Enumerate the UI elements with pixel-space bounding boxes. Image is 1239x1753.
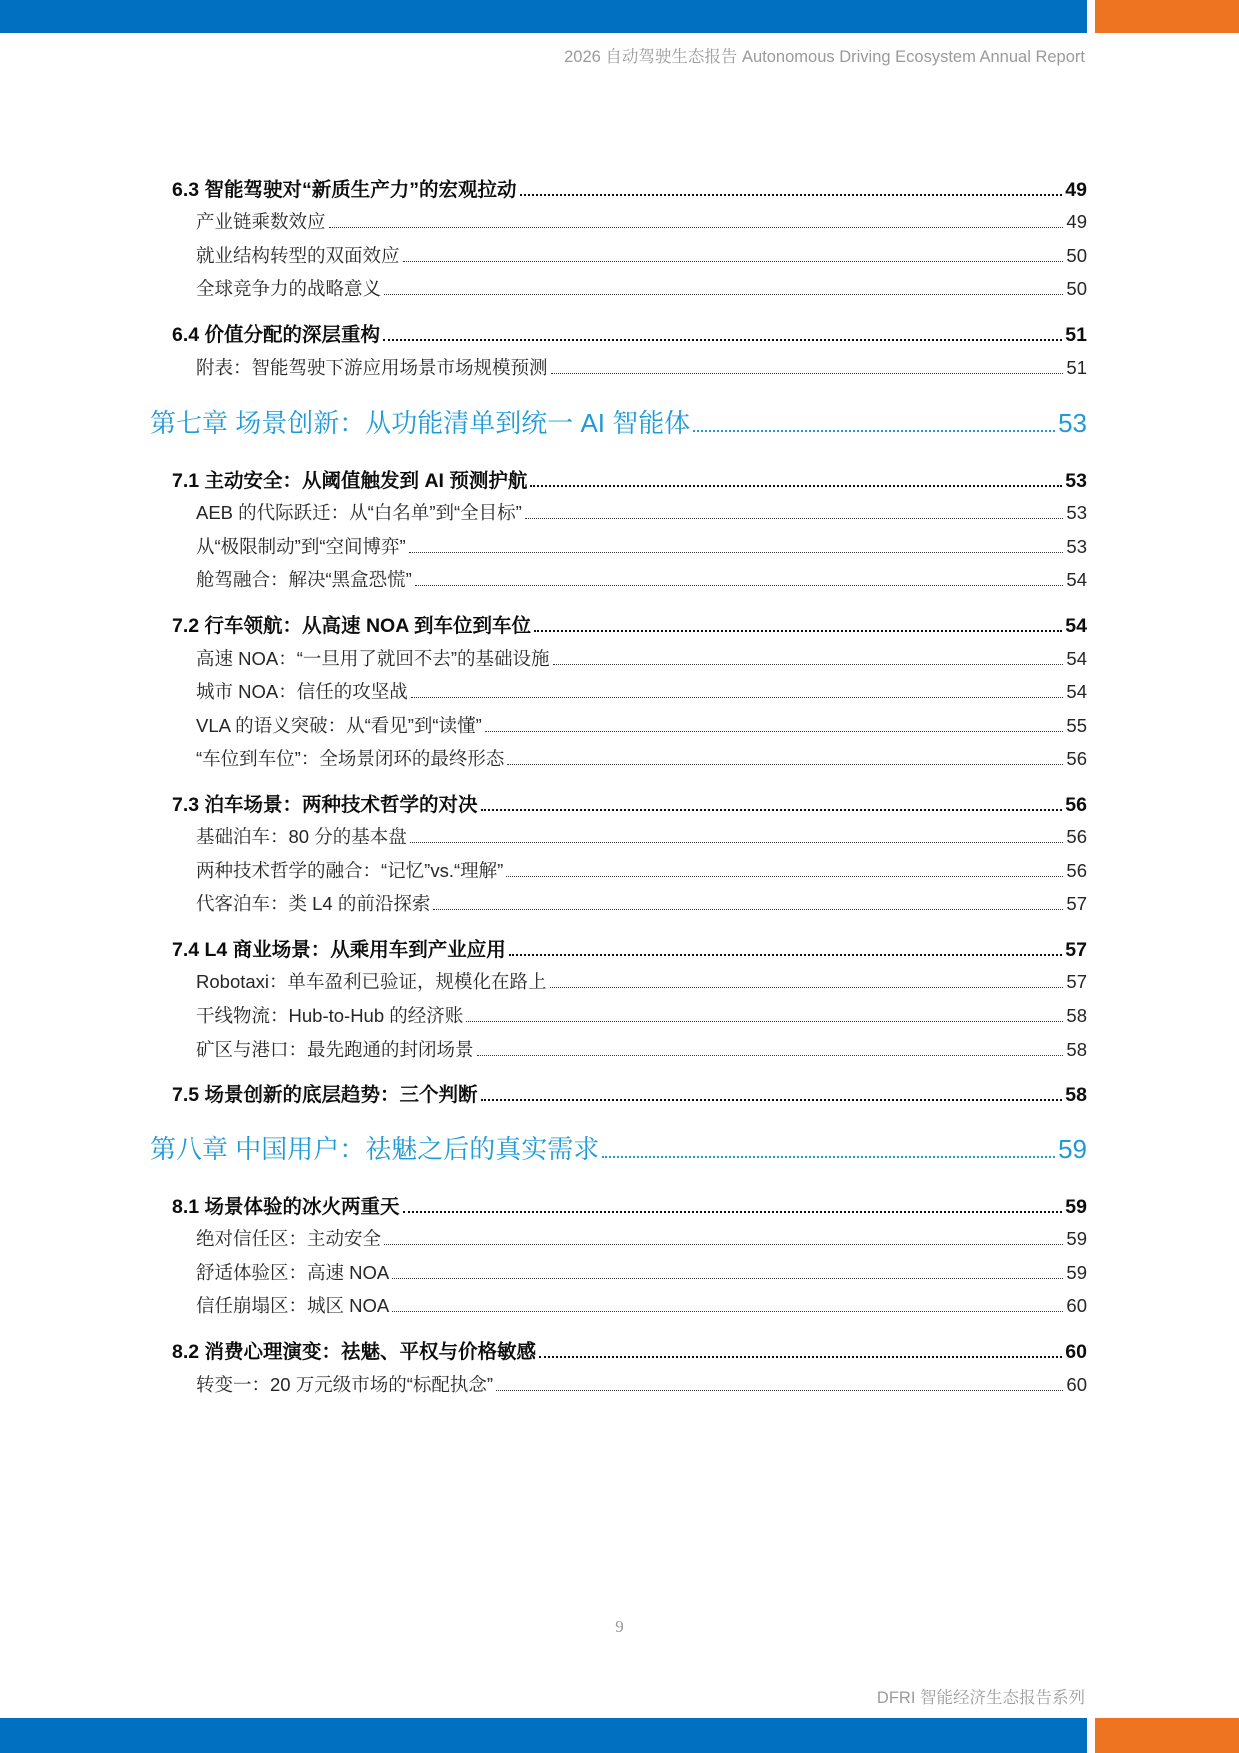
dot-leader [329, 227, 1064, 228]
toc-entry-title: 舒适体验区：高速 NOA [196, 1262, 390, 1283]
toc-sub-entry[interactable] [196, 1371, 1087, 1397]
toc-sub-entry[interactable] [196, 968, 1087, 994]
dot-leader [384, 294, 1063, 295]
toc-entry-title: 7.2 行车领航：从高速 NOA 到车位到车位 [172, 615, 531, 637]
toc-entry-title: 就业结构转型的双面效应 [196, 245, 400, 266]
toc-sub-entry[interactable] [196, 208, 1087, 234]
toc-entry-title: “车位到车位”：全场景闭环的最终形态 [196, 748, 505, 769]
toc-entry-page-number: 50 [1066, 245, 1087, 266]
toc-entry-title: 7.5 场景创新的底层趋势：三个判断 [172, 1084, 478, 1106]
dot-leader [392, 1278, 1063, 1279]
toc-entry-page-number: 54 [1066, 648, 1087, 669]
toc-entry-page-number: 55 [1066, 715, 1087, 736]
running-header: 2026 自动驾驶生态报告 Autonomous Driving Ecosystem Annual Report [564, 48, 1085, 66]
toc-entry-title: VLA 的语义突破：从“看见”到“读懂” [196, 715, 482, 736]
toc-section-entry[interactable] [172, 1191, 1087, 1219]
dot-leader [520, 194, 1063, 196]
dot-leader [415, 585, 1064, 586]
toc-chapter-entry[interactable] [150, 1129, 1087, 1166]
toc-entry-title: 8.2 消费心理演变：祛魅、平权与价格敏感 [172, 1341, 537, 1363]
dot-leader [383, 339, 1062, 341]
dot-leader [506, 876, 1063, 877]
dot-leader [496, 1390, 1063, 1391]
toc-entry-page-number: 54 [1066, 681, 1087, 702]
dot-leader [551, 373, 1064, 374]
toc-entry-title: Robotaxi：单车盈利已验证，规模化在路上 [196, 971, 547, 992]
toc-entry-title: 第八章 中国用户：祛魅之后的真实需求 [150, 1134, 600, 1164]
toc-section-entry[interactable] [172, 610, 1087, 638]
report-series-footer: DFRI 智能经济生态报告系列 [876, 1689, 1085, 1707]
toc-entry-title: 绝对信任区：主动安全 [196, 1228, 382, 1249]
toc-entry-page-number: 59 [1065, 1196, 1087, 1218]
toc-entry-page-number: 57 [1066, 971, 1087, 992]
dot-leader [525, 518, 1064, 519]
toc-entry-title: 高速 NOA：“一旦用了就回不去”的基础设施 [196, 648, 550, 669]
toc-entry-page-number: 56 [1066, 860, 1087, 881]
dot-leader [481, 1099, 1063, 1101]
toc-entry-title: 7.4 L4 商业场景：从乘用车到产业应用 [172, 939, 506, 961]
toc-section-entry[interactable] [172, 465, 1087, 493]
toc-section-entry[interactable] [172, 934, 1087, 962]
toc-entry-page-number: 51 [1066, 357, 1087, 378]
toc-entry-page-number: 56 [1065, 794, 1087, 816]
toc-entry-title: 附表：智能驾驶下游应用场景市场规模预测 [196, 357, 548, 378]
dot-leader [411, 697, 1064, 698]
dot-leader [409, 552, 1064, 553]
footer-orange-bar [1095, 1718, 1239, 1753]
toc-entry-page-number: 53 [1066, 502, 1087, 523]
toc-entry-page-number: 49 [1065, 179, 1087, 201]
toc-entry-page-number: 50 [1066, 278, 1087, 299]
toc-entry-page-number: 56 [1066, 748, 1087, 769]
toc-entry-page-number: 59 [1066, 1262, 1087, 1283]
toc-sub-entry[interactable] [196, 275, 1087, 301]
dot-leader [485, 731, 1064, 732]
footer-blue-bar [0, 1718, 1087, 1753]
toc-sub-entry[interactable] [196, 1002, 1087, 1028]
toc-sub-entry[interactable] [196, 823, 1087, 849]
toc-entry-title: 产业链乘数效应 [196, 211, 326, 232]
dot-leader [384, 1244, 1063, 1245]
toc-sub-entry[interactable] [196, 566, 1087, 592]
toc-entry-page-number: 56 [1066, 826, 1087, 847]
dot-leader [553, 664, 1064, 665]
toc-section-entry[interactable] [172, 789, 1087, 817]
dot-leader [481, 809, 1063, 811]
toc-entry-title: 城市 NOA：信任的攻坚战 [196, 681, 408, 702]
toc-sub-entry[interactable] [196, 242, 1087, 268]
dot-leader [403, 1211, 1063, 1213]
toc-entry-title: 基础泊车：80 分的基本盘 [196, 826, 407, 847]
dot-leader [433, 909, 1063, 910]
dot-leader [392, 1311, 1063, 1312]
toc-entry-title: 矿区与港口：最先跑通的封闭场景 [196, 1039, 474, 1060]
toc-entry-page-number: 59 [1058, 1134, 1087, 1164]
toc-section-entry[interactable] [172, 319, 1087, 347]
toc-entry-page-number: 57 [1066, 893, 1087, 914]
header-blue-bar [0, 0, 1087, 33]
dot-leader [477, 1055, 1064, 1056]
dot-leader [534, 630, 1062, 632]
toc-entry-title: 全球竞争力的战略意义 [196, 278, 382, 299]
toc-entry-title: 舱驾融合：解决“黑盒恐慌” [196, 569, 412, 590]
toc-entry-page-number: 51 [1065, 324, 1087, 346]
page-number: 9 [615, 1617, 624, 1636]
toc-entry-page-number: 58 [1065, 1084, 1087, 1106]
toc-entry-page-number: 49 [1066, 211, 1087, 232]
dot-leader [530, 485, 1062, 487]
dot-leader [509, 954, 1063, 956]
toc-entry-page-number: 54 [1066, 569, 1087, 590]
toc-entry-page-number: 58 [1066, 1039, 1087, 1060]
dot-leader [693, 430, 1055, 432]
toc-sub-entry[interactable] [196, 745, 1087, 771]
toc-sub-entry[interactable] [196, 890, 1087, 916]
dot-leader [602, 1156, 1055, 1158]
toc-sub-entry[interactable] [196, 1292, 1087, 1318]
toc-sub-entry[interactable] [196, 678, 1087, 704]
toc-entry-title: 第七章 场景创新：从功能清单到统一 AI 智能体 [150, 408, 691, 438]
toc-entry-page-number: 58 [1066, 1005, 1087, 1026]
toc-entry-title: 7.1 主动安全：从阈值触发到 AI 预测护航 [172, 470, 528, 492]
toc-entry-page-number: 60 [1065, 1341, 1087, 1363]
toc-entry-title: 转变一：20 万元级市场的“标配执念” [196, 1374, 494, 1395]
toc-sub-entry[interactable] [196, 712, 1087, 738]
header-orange-bar [1095, 0, 1239, 33]
toc-entry-page-number: 53 [1065, 470, 1087, 492]
toc-sub-entry[interactable] [196, 1036, 1087, 1062]
dot-leader [550, 987, 1064, 988]
toc-entry-page-number: 60 [1066, 1295, 1087, 1316]
toc-entry-page-number: 53 [1058, 408, 1087, 438]
toc-section-entry[interactable] [172, 1079, 1087, 1107]
toc-sub-entry[interactable] [196, 857, 1087, 883]
toc-entry-title: 7.3 泊车场景：两种技术哲学的对决 [172, 794, 478, 816]
toc-sub-entry[interactable] [196, 354, 1087, 380]
toc-entry-title: 6.3 智能驾驶对“新质生产力”的宏观拉动 [172, 179, 517, 201]
dot-leader [410, 842, 1064, 843]
toc-entry-title: 两种技术哲学的融合：“记忆”vs.“理解” [196, 860, 504, 881]
dot-leader [539, 1356, 1062, 1358]
toc-entry-title: 从“极限制动”到“空间博弈” [196, 536, 406, 557]
toc-section-entry[interactable] [172, 174, 1087, 202]
toc-sub-entry[interactable] [196, 645, 1087, 671]
dot-leader [466, 1021, 1063, 1022]
toc-entry-title: 8.1 场景体验的冰火两重天 [172, 1196, 400, 1218]
toc-sub-entry[interactable] [196, 1259, 1087, 1285]
toc-entry-title: AEB 的代际跃迁：从“白名单”到“全目标” [196, 502, 522, 523]
toc-sub-entry[interactable] [196, 533, 1087, 559]
toc-entry-title: 信任崩塌区：城区 NOA [196, 1295, 390, 1316]
dot-leader [507, 764, 1063, 765]
toc-entry-page-number: 59 [1066, 1228, 1087, 1249]
toc-entry-page-number: 57 [1065, 939, 1087, 961]
toc-entry-page-number: 60 [1066, 1374, 1087, 1395]
toc-section-entry[interactable] [172, 1336, 1087, 1364]
toc-entry-title: 代客泊车：类 L4 的前沿探索 [196, 893, 431, 914]
toc-entry-page-number: 53 [1066, 536, 1087, 557]
toc-sub-entry[interactable] [196, 1225, 1087, 1251]
dot-leader [403, 261, 1064, 262]
toc-sub-entry[interactable] [196, 499, 1087, 525]
toc-entry-page-number: 54 [1065, 615, 1087, 637]
toc-entry-title: 6.4 价值分配的深层重构 [172, 324, 381, 346]
toc-entry-title: 干线物流：Hub-to-Hub 的经济账 [196, 1005, 464, 1026]
toc-chapter-entry[interactable] [150, 403, 1087, 440]
